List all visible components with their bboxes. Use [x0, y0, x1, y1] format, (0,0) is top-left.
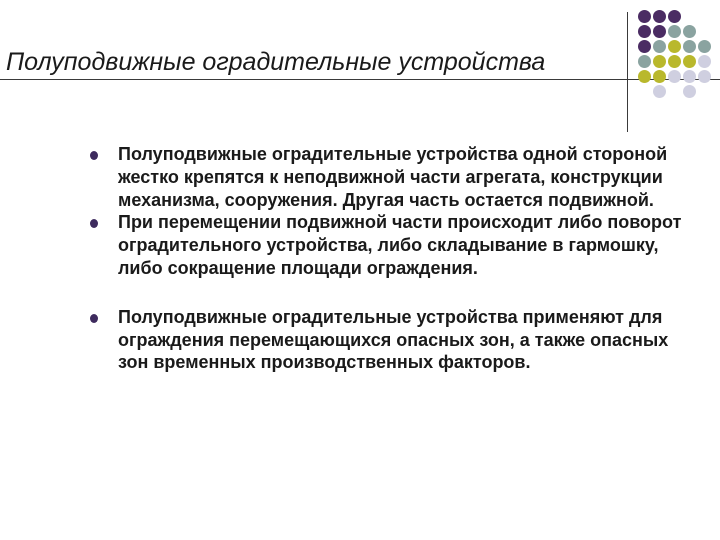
bullet-text: Полуподвижные оградительные устройства одной стороной жестко крепятся к неподвижной части агрегата, конструкции механизма, сооружения. Другая часть остается подвижной. [118, 144, 668, 210]
bullet-text: Полуподвижные оградительные устройства применяют для ограждения перемещающихся опасных зон, а также опасных зон временных производственных факторов. [118, 306, 669, 373]
title-divider-vertical [627, 12, 628, 132]
slide-title: Полуподвижные оградительные устройства [6, 48, 546, 76]
decorative-dot [698, 40, 711, 53]
bullet-list [90, 143, 690, 374]
decorative-dot [638, 55, 651, 68]
title-divider-horizontal [0, 79, 720, 80]
decorative-dot [653, 25, 666, 38]
decorative-dot [683, 55, 696, 68]
decorative-dot [653, 85, 666, 98]
bullet-item [90, 143, 690, 211]
decorative-dot [683, 70, 696, 83]
decorative-dot [638, 25, 651, 38]
decorative-dot [653, 40, 666, 53]
bullet-text: При перемещении подвижной части происходит либо поворот оградительного устройства, либо складывание в гармошку, либо сокращение площади ограждения. [118, 212, 682, 278]
decorative-dot [638, 10, 651, 23]
decorative-dot [683, 40, 696, 53]
decorative-dot [653, 70, 666, 83]
decorative-dot [668, 40, 681, 53]
bullet-icon [90, 219, 98, 228]
decorative-dot [668, 10, 681, 23]
bullet-icon [90, 314, 98, 323]
decorative-dot [698, 70, 711, 83]
bullet-icon [90, 151, 98, 160]
decorative-dot [638, 70, 651, 83]
decorative-dot [668, 55, 681, 68]
decorative-dot [638, 40, 651, 53]
decorative-dot [668, 25, 681, 38]
bullet-item [90, 211, 690, 279]
decorative-dot [683, 85, 696, 98]
bullet-item [90, 306, 690, 374]
decorative-dot [698, 55, 711, 68]
decorative-dot [668, 70, 681, 83]
decorative-dot [653, 55, 666, 68]
decorative-dot [683, 25, 696, 38]
decorative-dot [653, 10, 666, 23]
